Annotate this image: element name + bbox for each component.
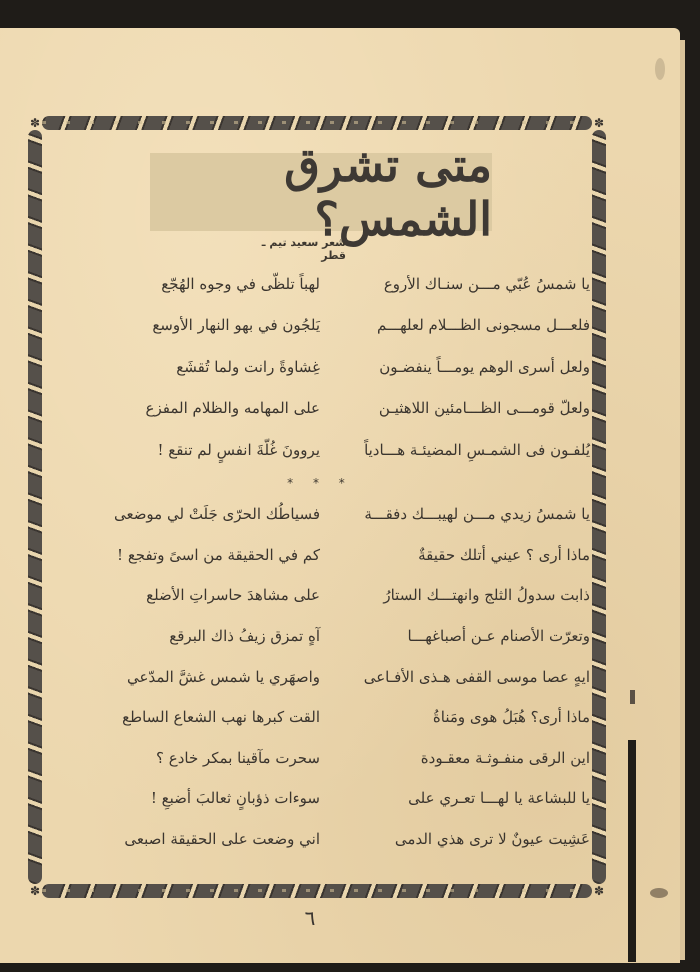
verse: [62, 494, 590, 535]
verse-first-half: يُلفـون فى الشمـسِ المضيئـة هـــادياً: [364, 440, 590, 459]
verse-second-half: على المهامه والظلام المفزع: [145, 399, 320, 418]
verse-second-half: فسياطُك الحرّى جَلَتْ لي موضعى: [113, 505, 320, 524]
title-banner: [150, 138, 492, 246]
stanza-1: [62, 263, 590, 471]
page-number: ٦: [304, 906, 316, 930]
verse-first-half: يا شمسُ زيدي مـــن لهيبـــك دفقـــة: [364, 505, 590, 524]
ink-smudge: [655, 58, 665, 80]
stanza-2: [62, 494, 590, 859]
verse: [62, 697, 590, 738]
verse-first-half: ولعل أسرى الوهم يومـــاً ينفضـون: [379, 357, 590, 376]
verse: [62, 819, 590, 860]
verse-first-half: ذابت سدولُ الثلج وانهتـــك الستارُ: [383, 586, 590, 605]
verse-first-half: اين الرقى منفـوثـة معقـودة: [420, 748, 590, 767]
rope-border-bottom: [42, 884, 592, 898]
verse-second-half: لهباً تلظّى في وجوه الهُجّع: [161, 274, 320, 293]
verse-second-half: سحرت مآقينا بمكر خادع ؟: [156, 748, 320, 767]
verse: [62, 346, 590, 388]
verse-first-half: يا شمسُ عُبّي مـــن سنـاك الأروع: [383, 274, 590, 293]
rope-border-right: [592, 130, 606, 884]
verse-second-half: اني وضعت على الحقيقة اصبعى: [124, 830, 320, 849]
binding-spine: [628, 740, 636, 962]
verse: [62, 778, 590, 819]
verse-second-half: آهٍ تمزق زيفُ ذاك البرقع: [169, 627, 320, 646]
verse-first-half: ماذا أرى ؟ عيني أتلك حقيقةٌ: [418, 545, 590, 564]
verse: [62, 305, 590, 347]
verse: [62, 738, 590, 779]
verse-second-half: غِشاوةً رانت ولما تُقشَع: [176, 357, 320, 376]
rope-border-left: [28, 130, 42, 884]
poem-title: متى تشرق الشمس؟: [284, 138, 492, 246]
verse-second-half: القت كبرها نهب الشعاع الساطع: [122, 708, 320, 727]
verse-first-half: فلعـــل مسجونى الظـــلام لعلهـــم: [376, 316, 590, 335]
ink-smudge: [650, 888, 668, 898]
verse: [62, 388, 590, 430]
verse-second-half: على مشاهدَ حاسراتِ الأضلع: [146, 586, 320, 605]
verse-first-half: ماذا أرى؟ هُبَلُ هوى ومَناةُ: [432, 708, 590, 727]
verse: [62, 263, 590, 305]
corner-ornament-icon: ✽: [29, 116, 41, 130]
magazine-page: [0, 28, 680, 963]
verse: [62, 535, 590, 576]
verse-first-half: ولعلّ قومـــى الظـــامئين اللاهثيـن: [378, 399, 590, 418]
corner-ornament-icon: ✽: [593, 116, 605, 130]
verse-second-half: يَلجُون في بهو النهار الأوسع: [152, 316, 320, 335]
verse-second-half: واصهَري يا شمس غشَّ المدّعي: [127, 667, 320, 686]
verse: [62, 429, 590, 471]
corner-ornament-icon: ✽: [593, 884, 605, 898]
verse-second-half: كم في الحقيقة من اسىً وتفجع !: [117, 545, 320, 564]
verse-first-half: ايهٍ عصا موسى القفى هـذى الأفـاعى: [363, 667, 590, 686]
rope-border-top: [42, 116, 592, 130]
verse: [62, 575, 590, 616]
corner-ornament-icon: ✽: [29, 884, 41, 898]
verse-first-half: وتعرّت الأصنام عـن أصباغهـــا: [407, 627, 590, 646]
poem-byline: شعر سعيد تيم ـ قطر: [261, 236, 346, 262]
verse-first-half: عَشِيت عيونٌ لا ترى هذي الدمى: [394, 830, 590, 849]
verse-second-half: يروونَ غُلّةَ انفسٍ لم تنقع !: [157, 440, 320, 459]
verse: [62, 616, 590, 657]
verse-second-half: سوءات ذؤبانٍ ثعالبَ أضبعِ !: [150, 789, 320, 808]
spine-mark: [630, 690, 635, 704]
verse: [62, 656, 590, 697]
stanza-separator: * * *: [287, 476, 353, 490]
verse-first-half: يا للبشاعة يا لهـــا تعـري على: [408, 789, 590, 808]
